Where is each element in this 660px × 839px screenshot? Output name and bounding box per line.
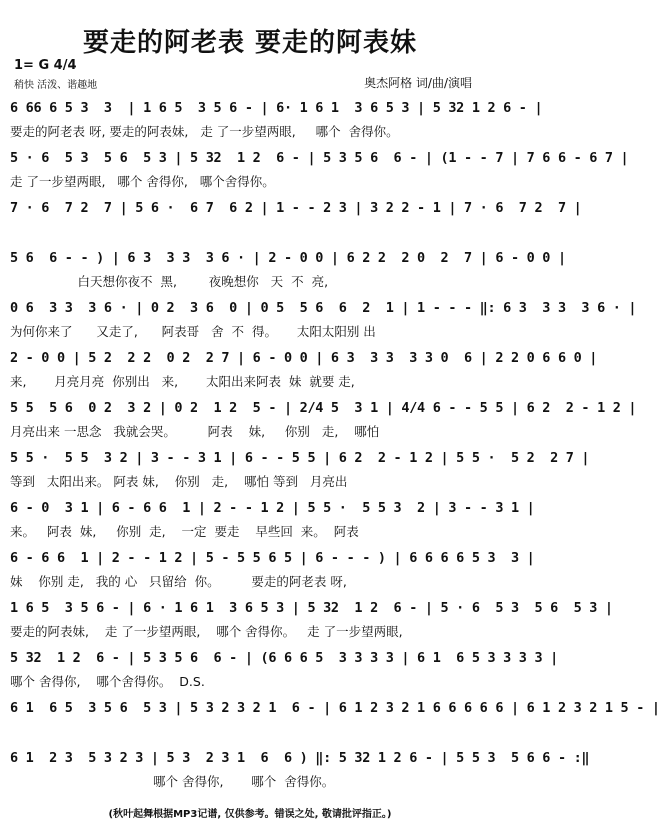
- notation-line: 5 32 1 2 6 - | 5 3 5 6 6 - | (6 6 6 5 3 3 3 3 | 6 1 6 5 3 3 3 3 |: [10, 650, 558, 666]
- notation-line: 6 1 2 3 5 3 2 3 | 5 3 2 3 1 6 6 ) ‖: 5 32 1 2 6 - | 5 5 3 5 6 6 - :‖: [10, 750, 590, 766]
- lyric-line: 白天想你夜不 黑, 夜晚想你 天 不 亮,: [10, 274, 329, 289]
- lyric-line: 哪个 舍得你, 哪个 舍得你。: [10, 774, 335, 789]
- notation-line: 5 5 5 6 0 2 3 2 | 0 2 1 2 5 - | 2/4 5 3 1 | 4/4 6 - - 5 5 | 6 2 2 - 1 2 |: [10, 400, 637, 416]
- notation-line: 6 - 6 6 1 | 2 - - 1 2 | 5 - 5 5 6 5 | 6 - - - ) | 6 6 6 6 5 3 3 |: [10, 550, 535, 566]
- lyric-line: [10, 722, 490, 738]
- notation-line: 7 · 6 7 2 7 | 5 6 · 6 7 6 2 | 1 - - 2 3 | 3 2 2 - 1 | 7 · 6 7 2 7 |: [10, 200, 582, 216]
- lyric-line: 月亮出来 一思念 我就会哭。 阿表 妹, 你别 走, 哪怕: [10, 424, 380, 439]
- lyric-line: [10, 222, 490, 238]
- key-signature: 1= G 4/4: [14, 58, 77, 73]
- notation-line: 5 6 6 - - ) | 6 3 3 3 3 6 · | 2 - 0 0 | 6 2 2 2 0 2 7 | 6 - 0 0 |: [10, 250, 566, 266]
- lyric-line: 来, 月亮月亮 你别出 来, 太阳出来阿表 妹 就要 走,: [10, 374, 355, 389]
- lyric-line: 妹 你别 走, 我的 心 只留给 你。 要走的阿老表 呀,: [10, 574, 347, 589]
- author-credit: 奥杰阿格 词/曲/演唱: [364, 76, 472, 90]
- notation-line: 0 6 3 3 3 6 · | 0 2 3 6 0 | 0 5 5 6 6 2 1 | 1 - - - ‖: 6 3 3 3 3 6 · |: [10, 300, 637, 316]
- notation-line: 5 · 6 5 3 5 6 5 3 | 5 32 1 2 6 - | 5 3 5 6 6 - | (1 - - 7 | 7 6 6 - 6 7 |: [10, 150, 629, 166]
- notation-line: 5 5 · 5 5 3 2 | 3 - - 3 1 | 6 - - 5 5 | 6 2 2 - 1 2 | 5 5 · 5 2 2 7 |: [10, 450, 590, 466]
- notation-line: 2 - 0 0 | 5 2 2 2 0 2 2 7 | 6 - 0 0 | 6 3 3 3 3 3 0 6 | 2 2 0 6 6 0 |: [10, 350, 598, 366]
- lyric-line: 要走的阿表妹, 走 了一步望两眼, 哪个 舍得你。 走 了一步望两眼,: [10, 624, 403, 639]
- page-title: 要走的阿老表 要走的阿表妹: [82, 28, 418, 58]
- footer-note: (秋叶起舞根据MP3记谱, 仅供参考。错误之处, 敬请批评指正。): [108, 809, 392, 820]
- tempo-marking: 稍快 活泼、谐趣地: [14, 80, 98, 91]
- lyric-line: 为何你来了 又走了, 阿表哥 舍 不 得。 太阳太阳别 出: [10, 324, 376, 339]
- lyric-line: 要走的阿老表 呀, 要走的阿表妹, 走 了一步望两眼, 哪个 舍得你。: [10, 124, 399, 139]
- lyric-line: 走 了一步望两眼, 哪个 舍得你, 哪个舍得你。: [10, 174, 275, 189]
- notation-line: 6 - 0 3 1 | 6 - 6 6 1 | 2 - - 1 2 | 5 5 · 5 5 3 2 | 3 - - 3 1 |: [10, 500, 535, 516]
- lyric-line: 等到 太阳出来。 阿表 妹, 你别 走, 哪怕 等到 月亮出: [10, 474, 348, 489]
- notation-line: 6 66 6 5 3 3 | 1 6 5 3 5 6 - | 6· 1 6 1 3 6 5 3 | 5 32 1 2 6 - |: [10, 100, 543, 116]
- notation-line: 6 1 6 5 3 5 6 5 3 | 5 3 2 3 2 1 6 - | 6 1 2 3 2 1 6 6 6 6 6 | 6 1 2 3 2 1 5 - |: [10, 700, 660, 716]
- notation-line: 1 6 5 3 5 6 - | 6 · 1 6 1 3 6 5 3 | 5 32 1 2 6 - | 5 · 6 5 3 5 6 5 3 |: [10, 600, 613, 616]
- lyric-line: 来。 阿表 妹, 你别 走, 一定 要走 早些回 来。 阿表: [10, 524, 359, 539]
- lyric-line: 哪个 舍得你, 哪个舍得你。 D.S.: [10, 674, 205, 689]
